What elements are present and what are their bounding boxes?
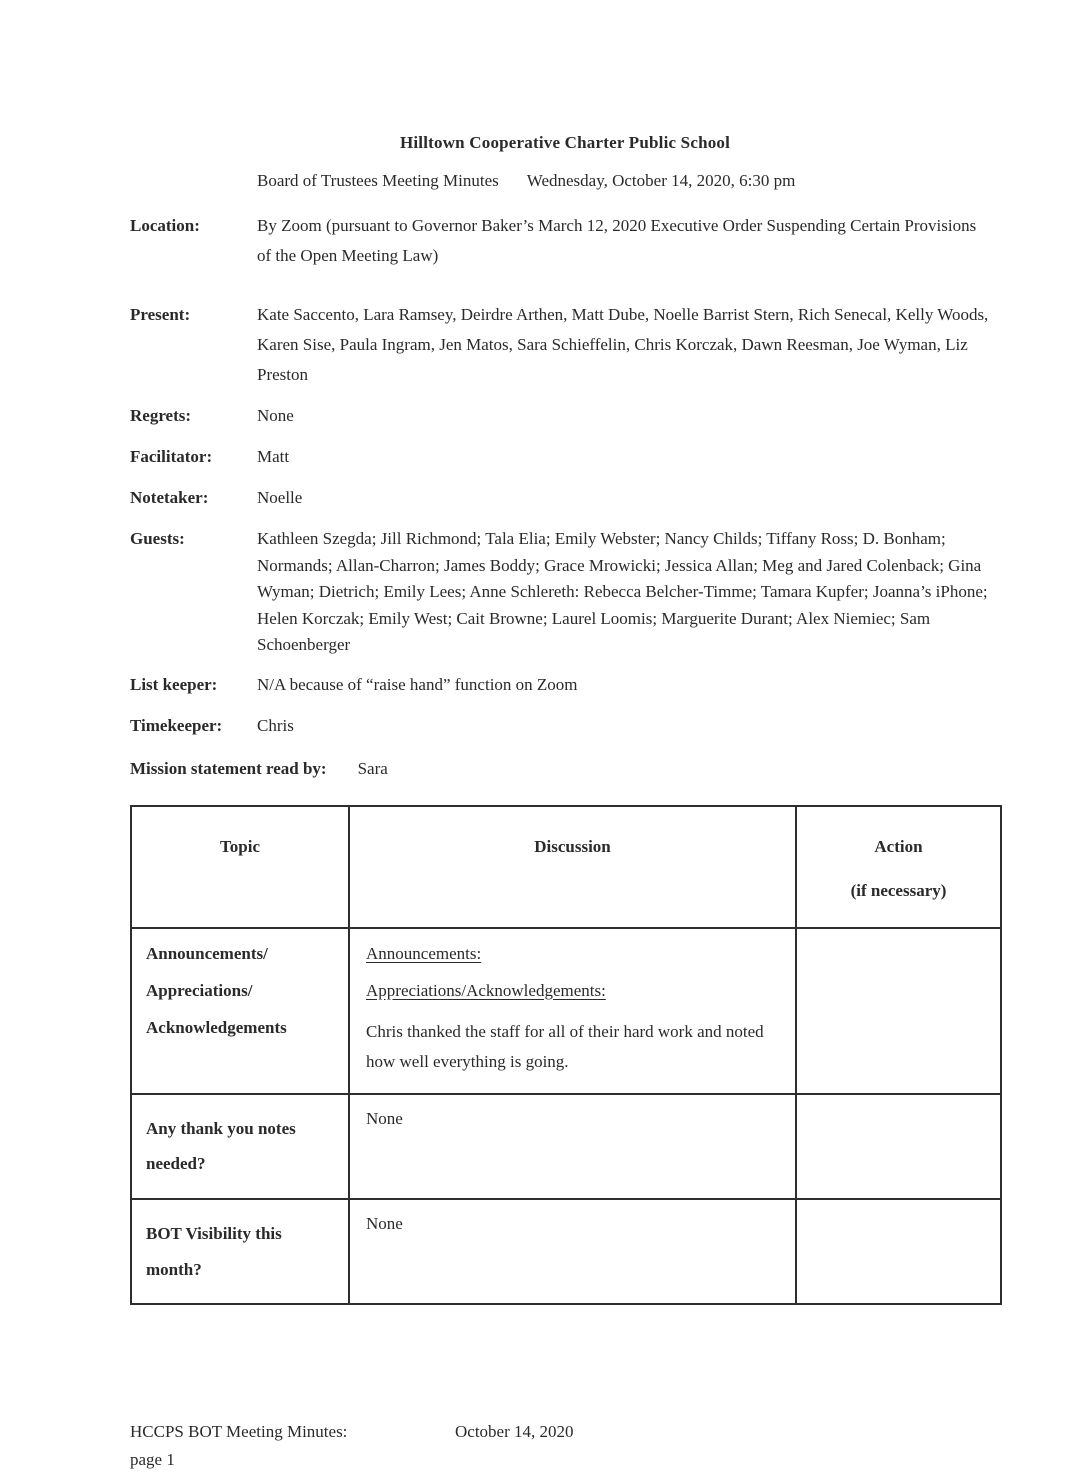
meta-label-present: Present: bbox=[130, 305, 191, 324]
footer-document-label: HCCPS BOT Meeting Minutes: bbox=[130, 1422, 348, 1442]
topic-line: Appreciations/ bbox=[146, 980, 253, 1000]
meta-value-present: Kate Saccento, Lara Ramsey, Deirdre Arthen, Matt Dube, Noelle Barrist Stern, Rich Senecal, Kelly Woods, Karen Sise, Paula Ingram, Jen Matos, Sara Schieffelin, Chris Korczak, Dawn Reesman, Joe Wyman, Liz Preston bbox=[257, 305, 989, 384]
discussion-heading-appreciations: Appreciations/Acknowledgements: bbox=[366, 980, 606, 1000]
topic-line: Acknowledgements bbox=[146, 1017, 287, 1037]
meta-label-timekeeper: Timekeeper: bbox=[130, 715, 223, 735]
meta-row-guests bbox=[130, 524, 1000, 659]
column-header-action-line1: Action bbox=[874, 836, 923, 856]
topic-cell-thank-you-notes: Any thank you notes needed? bbox=[131, 1094, 349, 1199]
meta-row-facilitator bbox=[130, 442, 1000, 472]
topic-cell-bot-visibility: BOT Visibility this month? bbox=[131, 1199, 349, 1304]
footer-date: October 14, 2020 bbox=[455, 1422, 574, 1442]
column-header-topic: Topic bbox=[131, 806, 349, 928]
meta-row-notetaker bbox=[130, 483, 1000, 513]
meta-value-location: By Zoom (pursuant to Governor Baker’s March 12, 2020 Executive Order Suspending Certain Provisions of the Open Meeting Law) bbox=[257, 216, 977, 265]
meta-value-timekeeper: Chris bbox=[257, 715, 294, 735]
meta-label-facilitator: Facilitator: bbox=[130, 447, 213, 466]
action-cell bbox=[796, 1199, 1001, 1304]
discussion-cell-thank-you-notes: None bbox=[349, 1094, 796, 1199]
subtitle-row bbox=[257, 171, 1000, 191]
column-header-action bbox=[796, 806, 1001, 928]
meta-value-facilitator: Matt bbox=[257, 447, 290, 466]
page-footer bbox=[130, 1417, 1000, 1473]
discussion-cell-announcements bbox=[349, 928, 796, 1094]
discussion-heading-announcements: Announcements: bbox=[366, 943, 482, 963]
action-cell bbox=[796, 928, 1001, 1094]
meta-label-location: Location: bbox=[130, 216, 200, 235]
action-cell bbox=[796, 1094, 1001, 1199]
meta-label-regrets: Regrets: bbox=[130, 406, 192, 425]
meta-row-regrets bbox=[130, 401, 1000, 431]
meta-value-guests: Kathleen Szegda; Jill Richmond; Tala Elia; Emily Webster; Nancy Childs; Tiffany Ross; D. Bonham; Normands; Allan-Charron; James Boddy; Grace Mrowicki; Jessica Allan; Meg and Jared Colenback; Gina Wyman; Dietrich; Emily Lees; Anne Schlereth: Rebecca Belcher-Timme; Tamara Kupfer; Joanna’s iPhone; Helen Korczak; Emily West; Cait Browne; Laurel Loomis; Marguerite Durant; Alex Niemiec; Sam Schoenberger bbox=[257, 529, 988, 654]
meta-label-list-keeper: List keeper: bbox=[130, 674, 218, 694]
document-title: Hilltown Cooperative Charter Public School bbox=[399, 133, 731, 152]
discussion-text: Chris thanked the staff for all of their hard work and noted how well everything is going. bbox=[366, 1021, 764, 1071]
meta-row-list-keeper bbox=[130, 670, 1000, 700]
meta-value-regrets: None bbox=[257, 406, 294, 425]
meeting-datetime: Wednesday, October 14, 2020, 6:30 pm bbox=[526, 171, 796, 190]
minutes-table bbox=[130, 805, 1002, 1306]
meta-value-list-keeper: N/A because of “raise hand” function on Zoom bbox=[257, 674, 578, 694]
meta-row-timekeeper bbox=[130, 711, 1000, 741]
table-row-thank-you-notes bbox=[131, 1094, 1001, 1199]
column-header-discussion: Discussion bbox=[349, 806, 796, 928]
document-subtitle: Board of Trustees Meeting Minutes bbox=[257, 171, 499, 190]
table-row-bot-visibility bbox=[131, 1199, 1001, 1304]
meta-row-location bbox=[130, 211, 1000, 271]
mission-statement-label: Mission statement read by: bbox=[130, 758, 327, 778]
meta-label-guests: Guests: bbox=[130, 529, 185, 548]
footer-page-number: page 1 bbox=[130, 1450, 175, 1470]
table-row-announcements bbox=[131, 928, 1001, 1094]
meta-label-notetaker: Notetaker: bbox=[130, 488, 209, 507]
meta-value-notetaker: Noelle bbox=[257, 488, 303, 507]
table-header-row bbox=[131, 806, 1001, 928]
topic-line: Announcements/ bbox=[146, 943, 268, 963]
topic-cell-announcements bbox=[131, 928, 349, 1094]
column-header-action-line2: (if necessary) bbox=[850, 880, 947, 900]
mission-statement-row bbox=[130, 757, 1000, 781]
footer-line bbox=[130, 1417, 1000, 1447]
meta-row-present bbox=[130, 300, 1000, 390]
mission-statement-value: Sara bbox=[357, 758, 388, 778]
discussion-cell-bot-visibility: None bbox=[349, 1199, 796, 1304]
